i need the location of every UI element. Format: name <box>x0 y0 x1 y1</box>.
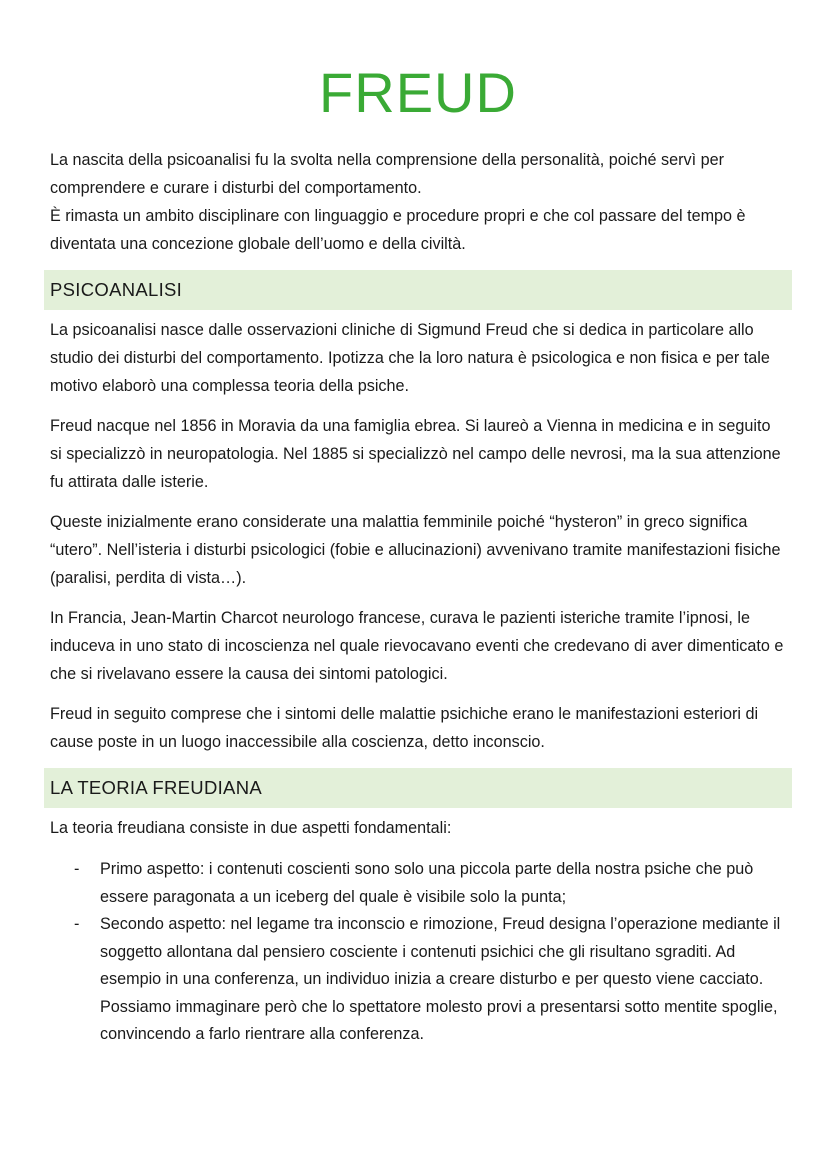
body-paragraph: La psicoanalisi nasce dalle osservazioni cliniche di Sigmund Freud che si dedica in particolare allo studio dei disturbi del comportamento. Ipotizza che la loro natura è psicologica e non fisica e per tale motivo elaborò una complessa teoria della psiche. <box>50 321 770 395</box>
body-paragraph: La teoria freudiana consiste in due aspetti fondamentali: <box>50 819 452 837</box>
body-paragraph: Freud in seguito comprese che i sintomi delle malattie psichiche erano le manifestazioni esteriori di cause poste in un luogo inaccessibile alla coscienza, detto inconscio. <box>50 705 759 751</box>
list-bullet: - <box>74 915 80 933</box>
list-item <box>50 856 786 911</box>
body-paragraph: Freud nacque nel 1856 in Moravia da una famiglia ebrea. Si laureò a Vienna in medicina e in seguito si specializzò in neuropatologia. Nel 1885 si specializzò nel campo delle nevrosi, ma la sua attenzione fu attirata dalle isterie. <box>50 417 781 491</box>
aspects-list <box>50 856 786 1049</box>
intro-paragraph: La nascita della psicoanalisi fu la svolta nella comprensione della personalità, poiché servì per comprendere e curare i disturbi del comportamento. <box>50 151 724 197</box>
list-item-text: Primo aspetto: i contenuti coscienti sono solo una piccola parte della nostra psiche che può essere paragonata a un iceberg del quale è visibile solo la punta; <box>100 860 754 906</box>
list-item-text: Secondo aspetto: nel legame tra inconscio e rimozione, Freud designa l’operazione mediante il soggetto allontana dal pensiero cosciente i contenuti psichici che gli risultano sgraditi. Ad esempio in una conferenza, un individuo inizia a creare disturbo e per questo viene cacciato. Possiamo immaginare però che lo spettatore molesto provi a presentarsi sotto mentite spoglie, convincendo a farlo rientrare alla conferenza. <box>100 915 781 1043</box>
list-bullet: - <box>74 860 80 878</box>
body-paragraph: In Francia, Jean-Martin Charcot neurologo francese, curava le pazienti isteriche tramite l’ipnosi, le induceva in uno stato di incoscienza nel quale rievocavano eventi che credevano di aver dimenticato e che si rivelavano essere la causa dei sintomi patologici. <box>50 609 784 683</box>
page-title: FREUD <box>319 61 517 124</box>
section-psicoanalisi-body <box>50 316 786 756</box>
section-teoria-freudiana-body <box>50 814 786 1049</box>
section-heading-teoria-freudiana: LA TEORIA FREUDIANA <box>44 768 792 808</box>
intro-paragraph: È rimasta un ambito disciplinare con linguaggio e procedure propri e che col passare del tempo è diventata una concezione globale dell’uomo e della civiltà. <box>50 207 746 253</box>
section-heading-psicoanalisi: PSICOANALISI <box>44 270 792 310</box>
list-item <box>50 911 786 1049</box>
body-paragraph: Queste inizialmente erano considerate una malattia femminile poiché “hysteron” in greco significa “utero”. Nell’isteria i disturbi psicologici (fobie e allucinazioni) avvenivano tramite manifestazioni fisiche (paralisi, perdita di vista…). <box>50 513 781 587</box>
intro <box>50 146 786 258</box>
